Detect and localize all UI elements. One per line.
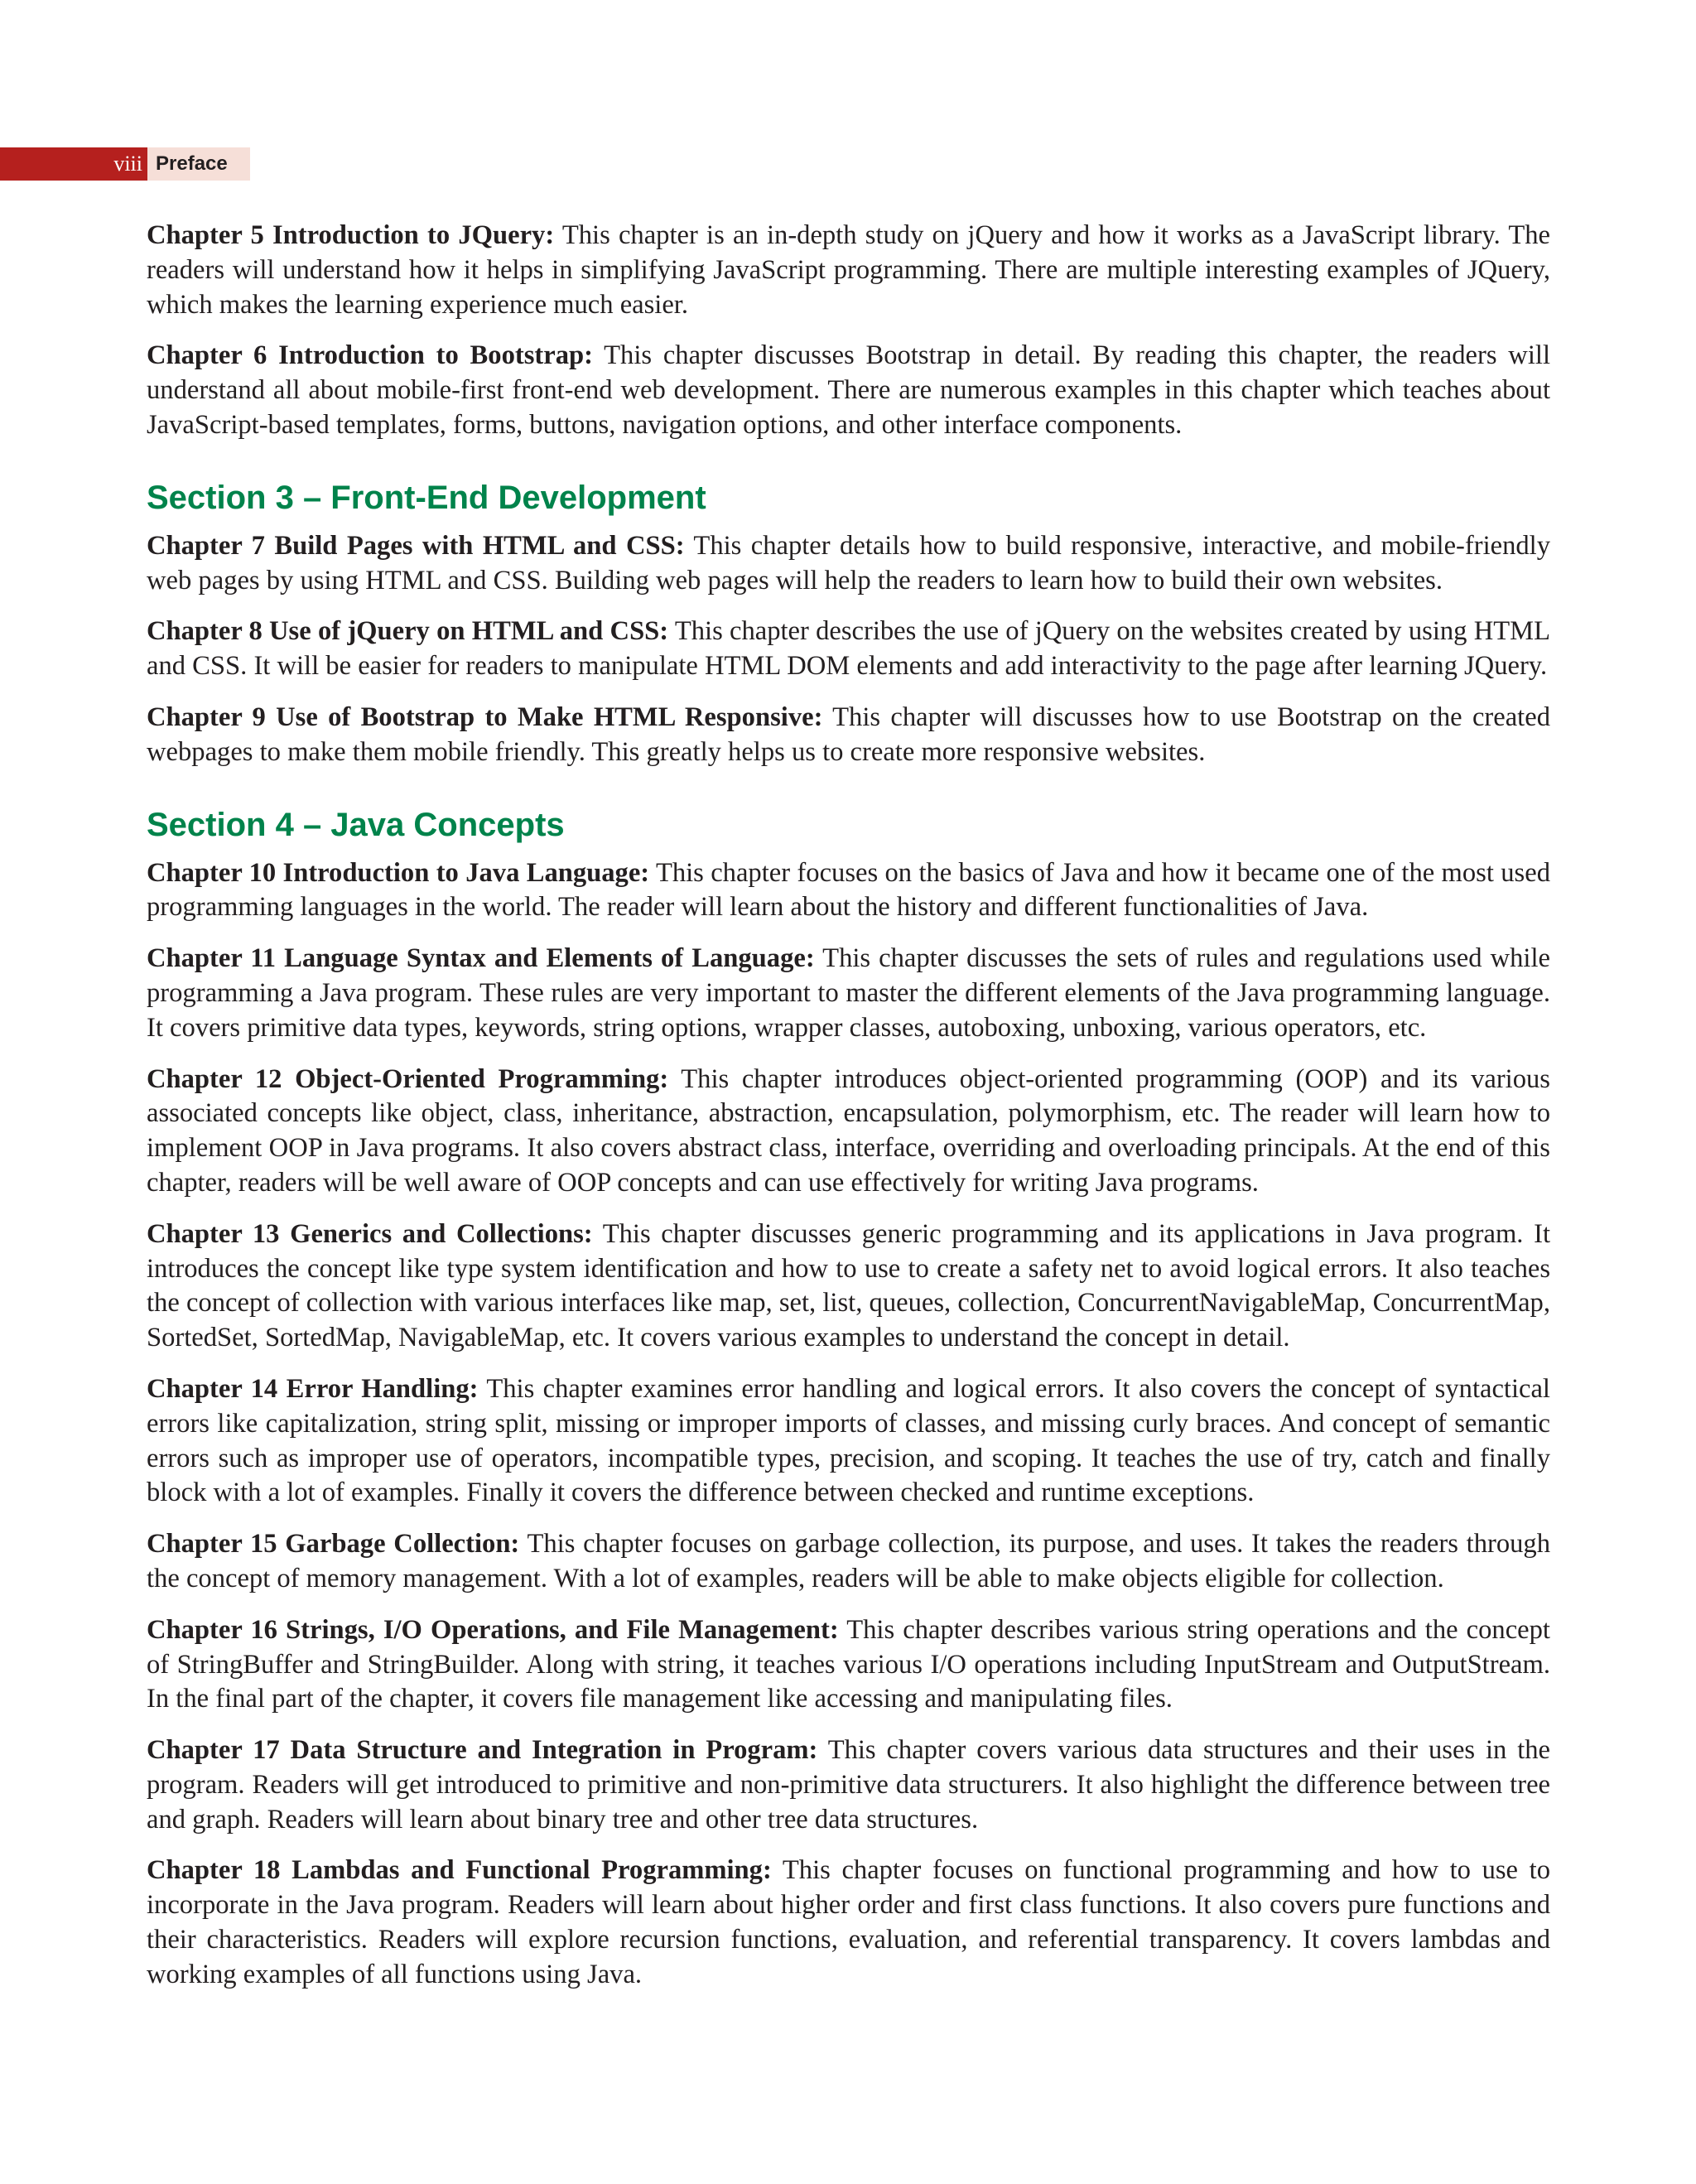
chapter-title: Chapter 9 Use of Bootstrap to Make HTML Responsive:: [147, 701, 823, 732]
chapter-title: Chapter 18 Lambdas and Functional Programming:: [147, 1855, 772, 1886]
section-heading: Section 4 – Java Concepts: [147, 806, 565, 843]
chapter-entry: [147, 1217, 1550, 1356]
chapter-description: This chapter focuses on garbage collection, its purpose, and uses. It takes the readers through the concept of memory management. With a lot of examples, readers will be able to make objects eligible for collection.: [147, 1529, 1551, 1593]
chapter-title: Chapter 16 Strings, I/O Operations, and File Management:: [147, 1614, 839, 1645]
chapter-entry: [147, 529, 1550, 599]
chapter-entry: [147, 615, 1550, 684]
chapter-description: This chapter discusses generic programming and its applications in Java program. It introduces the concept like type system identification and how to use to create a safety net to avoid logical errors. It also teaches the concept of collection with various interfaces like map, set, list, queues, collection, ConcurrentNavigableMap, ConcurrentMap, SortedSet, SortedMap, NavigableMap, etc. It covers various examples to understand the concept in detail.: [147, 1218, 1551, 1353]
chapter-description: This chapter discusses the sets of rules and regulations used while programming a Java program. These rules are very important to master the different elements of the Java programming language. It covers primitive data types, keywords, string options, wrapper classes, autoboxing, unboxing, various operators, etc.: [147, 943, 1550, 1043]
chapter-title: Chapter 15 Garbage Collection:: [147, 1529, 520, 1560]
chapter-entry: [147, 1613, 1550, 1717]
chapter-entry: [147, 1527, 1550, 1597]
running-head-label: Preface: [147, 147, 250, 181]
chapter-entry: [147, 942, 1550, 1045]
chapter-entry: [147, 1063, 1550, 1201]
chapter-title: Chapter 14 Error Handling:: [147, 1373, 479, 1404]
chapter-description: This chapter details how to build responsive, interactive, and mobile-friendly web pages by using HTML and CSS. Building web pages will help the readers to learn how to build their own websites.: [147, 530, 1551, 595]
chapter-title: Chapter 7 Build Pages with HTML and CSS:: [147, 530, 685, 561]
chapter-description: This chapter is an in-depth study on jQuery and how it works as a JavaScript library. The readers will understand how it helps in simplifying JavaScript programming. There are multiple interesting examples of JQuery, which makes the learning experience much easier.: [147, 220, 1550, 320]
chapter-entry: [147, 339, 1550, 442]
chapter-title: Chapter 6 Introduction to Bootstrap:: [147, 340, 593, 371]
chapter-description: This chapter discusses Bootstrap in detail. By reading this chapter, the readers will understand all about mobile-first front-end web development. There are numerous examples in this chapter which teaches about JavaScript-based templates, forms, buttons, navigation options, and other interface components.: [147, 340, 1550, 440]
chapter-description: This chapter covers various data structures and their uses in the program. Readers will get introduced to primitive and non-primitive data structurers. It also highlight the difference between tree and graph. Readers will learn about binary tree and other tree data structures.: [147, 1735, 1550, 1834]
page-body: [147, 219, 1550, 2009]
chapter-title: Chapter 17 Data Structure and Integration in Program:: [147, 1735, 818, 1766]
chapter-entry: [147, 219, 1550, 322]
running-head: [0, 147, 250, 181]
chapter-title: Chapter 13 Generics and Collections:: [147, 1218, 593, 1249]
page-number: viii: [0, 147, 147, 181]
chapter-title: Chapter 5 Introduction to JQuery:: [147, 220, 555, 250]
chapter-title: Chapter 10 Introduction to Java Language:: [147, 857, 650, 888]
chapter-description: This chapter will discusses how to use Bootstrap on the created webpages to make them mobile friendly. This greatly helps us to create more responsive websites.: [147, 701, 1550, 767]
chapter-entry: [147, 1372, 1550, 1511]
chapter-entry: [147, 701, 1550, 770]
chapter-description: This chapter focuses on the basics of Java and how it became one of the most used programming languages in the world. The reader will learn about the history and different functionalities of Java.: [147, 857, 1550, 923]
chapter-description: This chapter introduces object-oriented programming (OOP) and its various associated concepts like object, class, inheritance, abstraction, encapsulation, polymorphism, etc. The reader will learn how to implement OOP in Java programs. It also covers abstract class, interface, overriding and overloading principals. At the end of this chapter, readers will be well aware of OOP concepts and can use effectively for writing Java programs.: [147, 1063, 1550, 1198]
chapter-description: This chapter examines error handling and logical errors. It also covers the concept of syntactical errors like capitalization, string split, missing or improper imports of classes, and missing curly braces. And concept of semantic errors such as improper use of operators, incompatible types, precision, and scoping. It teaches the use of try, catch and finally block with a lot of examples. Finally it covers the difference between checked and runtime exceptions.: [147, 1373, 1550, 1508]
chapter-entry: [147, 856, 1550, 926]
chapter-description: This chapter describes the use of jQuery on the websites created by using HTML and CSS. It will be easier for readers to manipulate HTML DOM elements and add interactivity to the page after learning JQuery.: [147, 616, 1550, 682]
chapter-title: Chapter 11 Language Syntax and Elements of Language:: [147, 943, 815, 974]
section-heading: Section 3 – Front-End Development: [147, 479, 706, 516]
chapter-title: Chapter 12 Object-Oriented Programming:: [147, 1063, 669, 1094]
chapter-description: This chapter focuses on functional programming and how to use to incorporate in the Java program. Readers will learn about higher order and first class functions. It also covers pure functions and their characteristics. Readers will explore recursion functions, evaluation, and referential transparency. It covers lambdas and working examples of all functions using Java.: [147, 1855, 1550, 1989]
chapter-description: This chapter describes various string operations and the concept of StringBuffer and StringBuilder. Along with string, it teaches various I/O operations including InputStream and OutputStream. In the final part of the chapter, it covers file management like accessing and manipulating files.: [147, 1614, 1550, 1714]
chapter-title: Chapter 8 Use of jQuery on HTML and CSS:: [147, 616, 669, 647]
chapter-entry: [147, 1733, 1550, 1837]
chapter-entry: [147, 1854, 1550, 1992]
